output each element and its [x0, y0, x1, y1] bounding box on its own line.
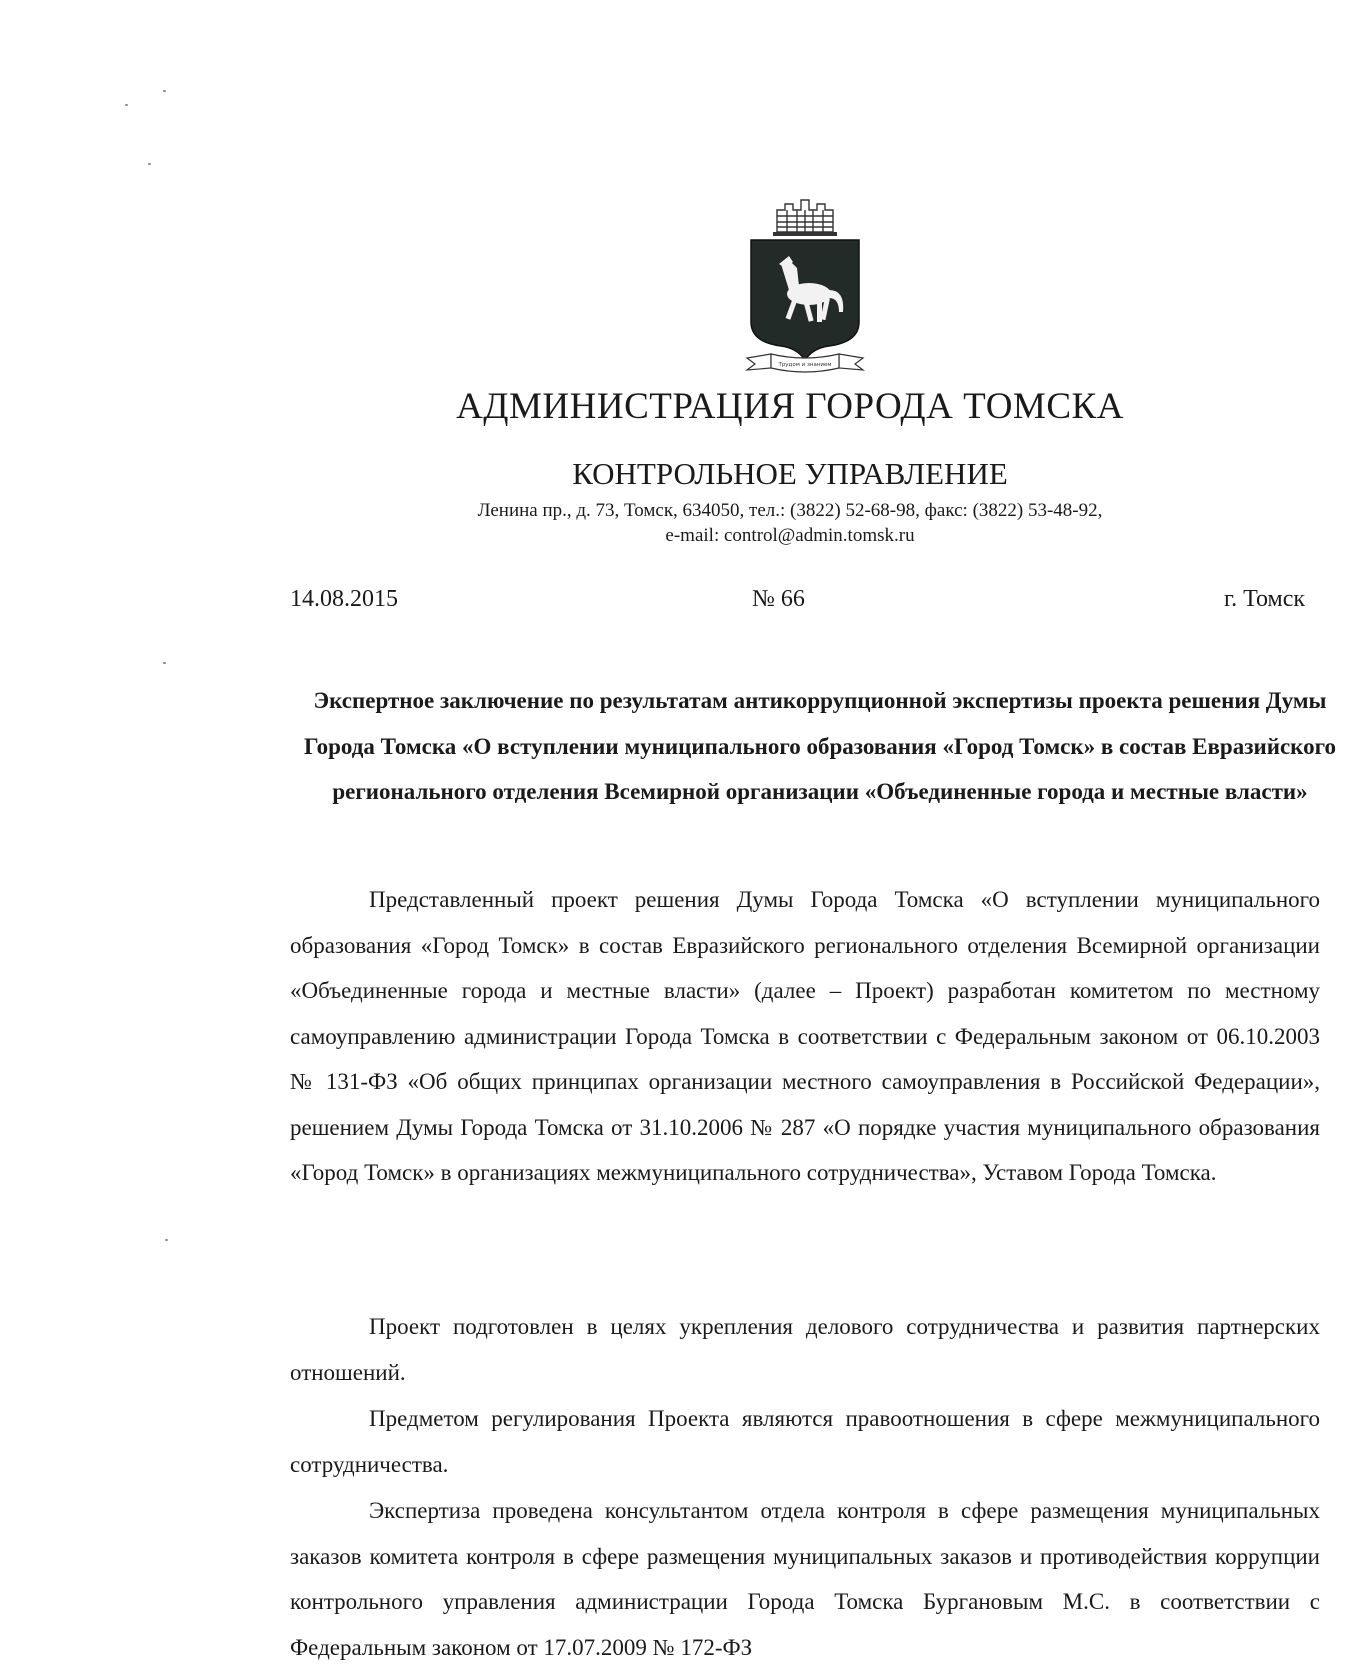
document-number: № 66 — [752, 586, 805, 612]
coat-ribbon-text: Трудом и знанием — [778, 362, 832, 368]
contact-block — [420, 498, 1160, 548]
body-paragraph: Проект подготовлен в целях укрепления делового сотрудничества и развития партнерских отношений. — [290, 1314, 1320, 1385]
document-city: г. Томск — [1224, 586, 1306, 612]
body-paragraph: Представленный проект решения Думы Города Томска «О вступлении муниципального образования «Город Томск» в состав Евразийского регионального отделения Всемирной организации «Объединенные города и местные власти» (далее – Проект) разработан комитетом по местному самоуправлению администрации Города Томска в соответствии с Федеральным законом от 06.10.2003 № 131-ФЗ «Об общих принципах организации местного самоуправления в Российской Федерации», решением Думы Города Томска от 31.10.2006 № 287 «О порядке участия муниципального образования «Город Томск» в организациях межмуниципального сотрудничества», Уставом Города Томска. — [290, 887, 1320, 1185]
scan-speck — [148, 163, 151, 165]
body-paragraph: Экспертиза проведена консультантом отдела контроля в сфере размещения муниципальных заказов комитета контроля в сфере размещения муниципальных заказов и противодействия коррупции контрольного управления администрации Города Томска Бургановым М.С. в соответствии с Федеральным законом от 17.07.2009 № 172-ФЗ — [290, 1498, 1320, 1660]
scan-speck — [165, 1239, 168, 1241]
department-title: КОНТРОЛЬНОЕ УПРАВЛЕНИЕ — [572, 456, 1008, 491]
email-line: e-mail: control@admin.tomsk.ru — [665, 525, 915, 546]
document-heading: Экспертное заключение по результатам антикоррупционной экспертизы проекта решения Думы Города Томска «О вступлении муниципального образования «Город Томск» в состав Евразийского регионального отделения Всемирной организации «Объединенные города и местные власти» — [304, 688, 1336, 804]
scan-speck — [163, 90, 166, 92]
tomsk-coat-of-arms-icon — [745, 194, 865, 384]
address-line: Ленина пр., д. 73, Томск, 634050, тел.: (3822) 52-68-98, факс: (3822) 53-48-92, — [477, 500, 1103, 521]
scan-speck — [163, 662, 166, 664]
scan-speck — [125, 104, 128, 106]
document-date: 14.08.2015 — [290, 586, 398, 612]
body-paragraph: Предметом регулирования Проекта являются правоотношения в сфере межмуниципального сотрудничества. — [290, 1406, 1320, 1477]
organization-title: АДМИНИСТРАЦИЯ ГОРОДА ТОМСКА — [456, 386, 1124, 427]
